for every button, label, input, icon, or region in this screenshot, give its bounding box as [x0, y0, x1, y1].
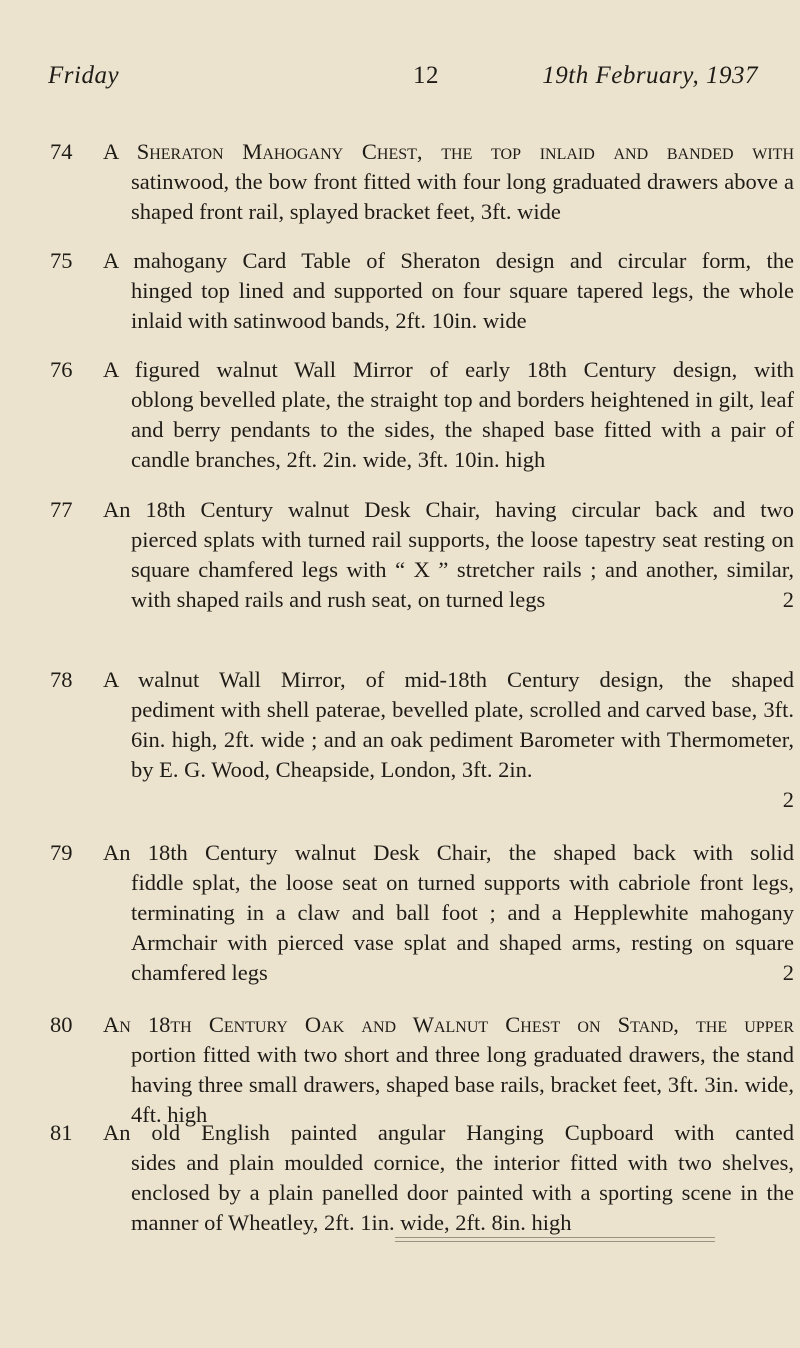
lot-80 [50, 1010, 794, 1130]
lot-number: 80 [50, 1012, 73, 1037]
lot-number: 76 [50, 357, 73, 382]
lot-description [103, 137, 794, 227]
lot-number: 81 [50, 1120, 73, 1145]
lot-price: 2 [782, 787, 794, 812]
lot-77 [50, 495, 794, 615]
lot-continuation: sides and plain moulded cornice, the interior fitted with two shelves, enclosed by a plain panelled door painted with a sporting scene in the manner of Wheatley, 2ft. 1in. wide, 2ft. 8in. high [131, 1150, 794, 1235]
lot-81 [50, 1118, 794, 1238]
lot-number: 74 [50, 139, 73, 164]
lot-description [103, 246, 794, 336]
lot-first-line: A mahogany Card Table of Sheraton design and circular form, the [103, 248, 794, 273]
lot-number: 75 [50, 248, 73, 273]
sale-day: Friday [48, 62, 120, 89]
lot-description [103, 1118, 794, 1238]
lot-76 [50, 355, 794, 475]
lot-continuation: oblong bevelled plate, the straight top and borders heightened in gilt, leaf and berry pendants to the sides, the shaped base fitted with a pair of candle branches, 2ft. 2in. wide, 3ft. 10in. high [131, 387, 794, 472]
lot-first-line: An old English painted angular Hanging Cupboard with canted [103, 1120, 794, 1145]
lot-79 [50, 838, 794, 988]
lot-first-line: An 18th Century walnut Desk Chair, having circular back and two [103, 497, 794, 522]
lot-continuation [131, 525, 794, 615]
lot-description [103, 1010, 794, 1130]
end-rule [395, 1237, 715, 1242]
lot-continuation-text: pediment with shell paterae, bevelled plate, scrolled and carved base, 3ft. 6in. high, 2ft. wide ; and an oak pediment Barometer with Thermometer, by E. G. Wood, Cheapside, London, 3ft. 2in. [131, 697, 794, 782]
lot-continuation: portion fitted with two short and three long graduated drawers, the stand having three small drawers, shaped base rails, bracket feet, 3ft. 3in. wide, 4ft. high [131, 1042, 794, 1127]
lot-first-line: An 18th Century Oak and Walnut Chest on Stand, the upper [103, 1012, 794, 1037]
lot-continuation [131, 868, 794, 988]
page-header [48, 62, 758, 102]
lot-continuation: hinged top lined and supported on four square tapered legs, the whole inlaid with satinwood bands, 2ft. 10in. wide [131, 278, 794, 333]
lot-75 [50, 246, 794, 336]
lot-first-line: A figured walnut Wall Mirror of early 18th Century design, with [103, 357, 794, 382]
lot-74 [50, 137, 794, 227]
lot-continuation [131, 695, 794, 812]
lot-first-line: A Sheraton Mahogany Chest, the top inlaid and banded with [103, 139, 794, 164]
lot-description [103, 665, 794, 812]
lot-number: 79 [50, 840, 73, 865]
lot-description [103, 495, 794, 615]
sale-date: 19th February, 1937 [542, 62, 758, 89]
lot-number: 78 [50, 667, 73, 692]
lot-first-line: An 18th Century walnut Desk Chair, the shaped back with solid [103, 840, 794, 865]
lot-description [103, 355, 794, 475]
lot-first-line: A walnut Wall Mirror, of mid-18th Century design, the shaped [103, 667, 794, 692]
lot-number: 77 [50, 497, 73, 522]
lot-continuation-text: fiddle splat, the loose seat on turned supports with cabriole front legs, terminating in a claw and ball foot ; and a Hepplewhite mahogany Armchair with pierced vase splat and shaped arms, resting on square chamfered legs [131, 870, 794, 985]
lot-description [103, 838, 794, 988]
lot-continuation-text: pierced splats with turned rail supports, the loose tapestry seat resting on square chamfered legs with “ X ” stretcher rails ; and another, similar, with shaped rails and rush seat, on turned legs [131, 527, 794, 612]
lot-price: 2 [782, 960, 794, 985]
lot-continuation: satinwood, the bow front fitted with four long graduated drawers above a shaped front rail, splayed bracket feet, 3ft. wide [131, 169, 794, 224]
lot-price: 2 [782, 587, 794, 612]
lot-78 [50, 665, 794, 815]
page-number: 12 [413, 62, 439, 89]
